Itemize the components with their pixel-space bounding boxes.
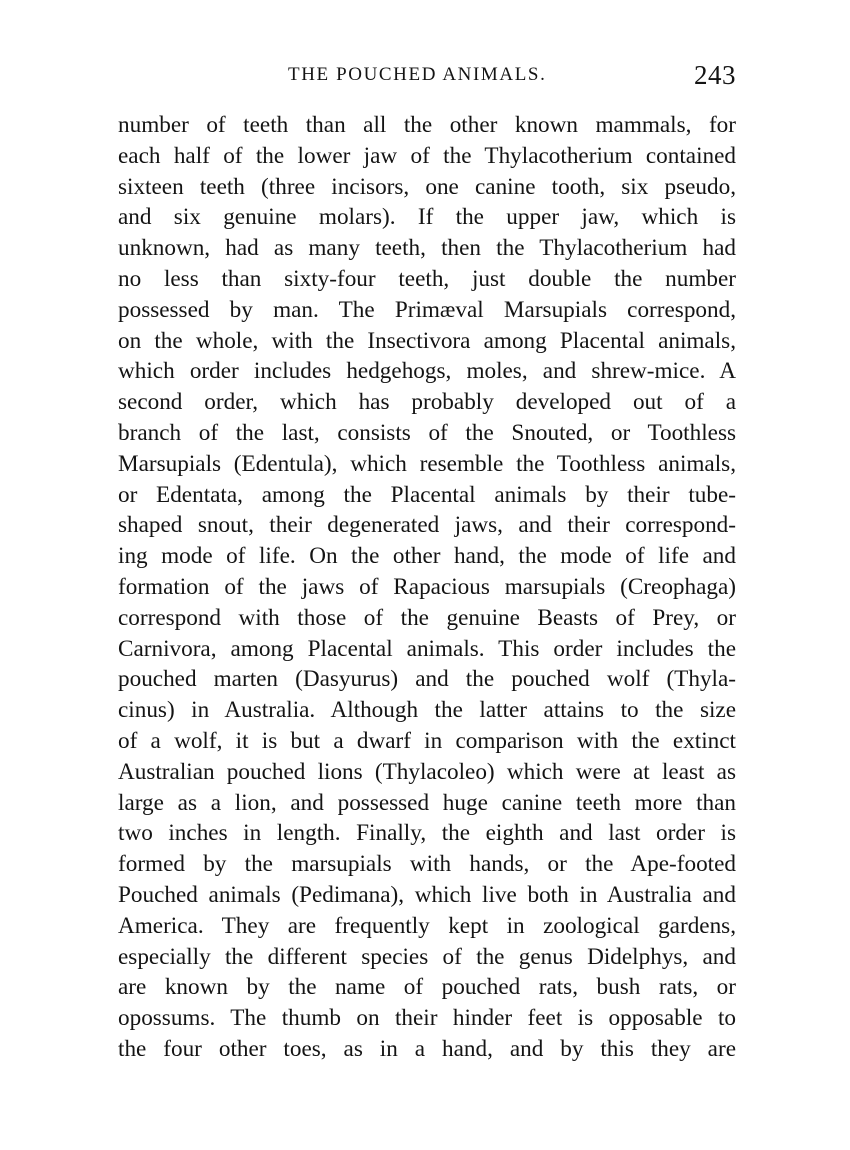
text-line: unknown, had as many teeth, then the Thylacotherium had [118,235,736,262]
text-line: the four other toes, as in a hand, and by this they are [118,1035,736,1062]
text-line: America. They are frequently kept in zoological gardens, [118,912,736,939]
page-number: 243 [694,60,736,90]
text-line: especially the different species of the genus Didelphys, and [118,943,736,970]
text-line: formed by the marsupials with hands, or the Ape-footed [118,851,736,878]
text-line: formation of the jaws of Rapacious marsupials (Creophaga) [118,573,736,600]
text-line: of a wolf, it is but a dwarf in comparison with the extinct [118,727,736,754]
text-line: branch of the last, consists of the Snouted, or Toothless [118,419,736,446]
text-line: opossums. The thumb on their hinder feet is opposable to [118,1005,736,1032]
body-text [118,110,736,1065]
text-line: on the whole, with the Insectivora among Placental animals, [118,327,736,354]
text-line: or Edentata, among the Placental animals by their tube- [118,481,736,508]
text-line: possessed by man. The Primæval Marsupials correspond, [118,296,736,323]
text-line: number of teeth than all the other known mammals, for [118,112,736,138]
text-line: pouched marten (Dasyurus) and the pouched wolf (Thyla- [118,666,736,693]
running-head [118,60,736,94]
text-line: sixteen teeth (three incisors, one canine tooth, six pseudo, [118,173,736,200]
text-line: which order includes hedgehogs, moles, and shrew-mice. A [118,358,736,385]
text-line: second order, which has probably developed out of a [118,389,736,416]
text-line: and six genuine molars). If the upper jaw, which is [118,204,736,231]
running-title: THE POUCHED ANIMALS. [288,64,547,85]
text-line: shaped snout, their degenerated jaws, and their correspond- [118,512,736,539]
text-line: each half of the lower jaw of the Thylacotherium contained [118,142,736,169]
text-line: two inches in length. Finally, the eighth and last order is [118,820,736,847]
text-line: Australian pouched lions (Thylacoleo) which were at least as [118,758,736,785]
text-line: correspond with those of the genuine Beasts of Prey, or [118,604,736,631]
text-line: cinus) in Australia. Although the latter attains to the size [118,697,736,724]
text-line: Marsupials (Edentula), which resemble the Toothless animals, [118,450,736,477]
text-line: ing mode of life. On the other hand, the mode of life and [118,543,736,570]
text-line: no less than sixty-four teeth, just double the number [118,265,736,292]
text-line: are known by the name of pouched rats, bush rats, or [118,974,736,1001]
text-line: Pouched animals (Pedimana), which live both in Australia and [118,881,736,908]
text-line: large as a lion, and possessed huge canine teeth more than [118,789,736,816]
text-line: Carnivora, among Placental animals. This order includes the [118,635,736,662]
